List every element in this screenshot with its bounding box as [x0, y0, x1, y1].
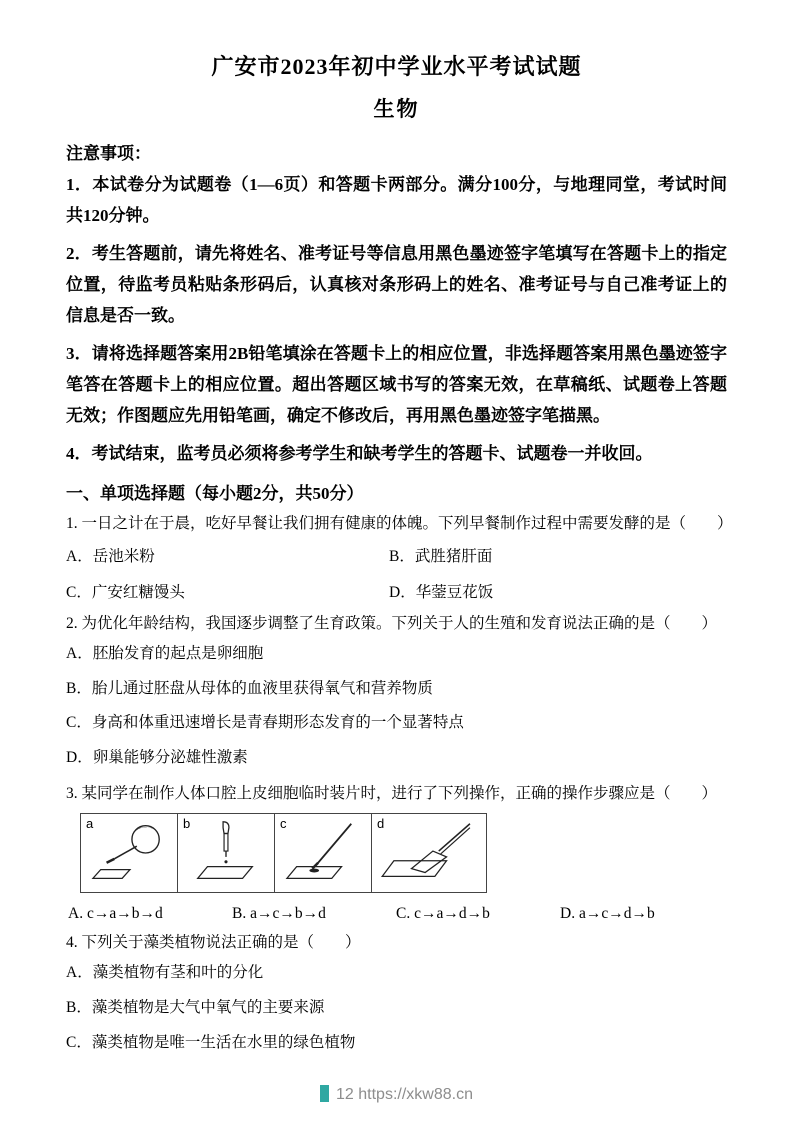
panel-label: d: [377, 815, 385, 831]
question-1: [66, 512, 733, 601]
question-options: [68, 905, 727, 923]
option-c: C．广安红糖馒头: [66, 583, 185, 601]
panel-label: c: [280, 815, 287, 831]
mouth-swab-illustration: [81, 814, 177, 892]
option-c: C．藻类植物是唯一生活在水里的绿色植物: [66, 1033, 356, 1051]
notice-item: 1．本试卷分为试题卷（1—6页）和答题卡两部分。满分100分，与地理同堂，考试时间共120分钟。: [66, 175, 727, 225]
option-a: A．藻类植物有茎和叶的分化: [66, 964, 264, 982]
option-a: A．胚胎发育的起点是卵细胞: [66, 644, 264, 662]
panel-label: a: [86, 815, 94, 831]
option-a: A．岳池米粉: [66, 547, 155, 565]
subject-title: 生物: [373, 97, 420, 121]
question-4: [66, 931, 727, 1053]
panel-label: b: [183, 815, 191, 831]
question-2: [66, 612, 727, 769]
option-d: D. a→c→d→b: [560, 904, 655, 922]
question-figure: [80, 813, 727, 893]
question-options: [66, 544, 727, 602]
option-a: A. c→a→b→d: [68, 904, 163, 922]
question-stem: 1. 一日之计在于晨，吃好早餐让我们拥有健康的体魄。下列早餐制作过程中需要发酵的是（ ）: [66, 515, 733, 533]
question-3: [66, 782, 727, 923]
notice-item: 4．考试结束，监考员必须将参考学生和缺考学生的答题卡、试题卷一并收回。: [66, 443, 653, 463]
page-number: 12: [336, 1086, 354, 1103]
page-title: 广安市2023年初中学业水平考试试题: [211, 54, 582, 79]
option-b: B．武胜猪肝面: [389, 547, 493, 565]
question-stem: 3. 某同学在制作人体口腔上皮细胞临时装片时，进行了下列操作，正确的操作步骤应是（ ）: [66, 784, 718, 802]
option-d: D．华蓥豆花饭: [389, 583, 494, 601]
figure-panel-b: [177, 813, 275, 893]
smear-illustration: [275, 814, 371, 892]
option-d: D．卵巢能够分泌雄性激素: [66, 749, 248, 766]
footer-link: https://xkw88.cn: [358, 1086, 473, 1103]
notice-item: 3．请将选择题答案用2B铅笔填涂在答题卡上的相应位置，非选择题答案用黑色墨迹签字笔答在答题卡上的相应位置。超出答题区域书写的答案无效，在草稿纸、试题卷上答题无效；作图题应先用铅笔画，确定不修改后，再用黑色墨迹签字笔描黑。: [66, 343, 727, 425]
page-footer: [0, 1085, 793, 1104]
figure-panel-a: [80, 813, 178, 893]
option-b: B. a→c→b→d: [232, 904, 326, 922]
coverslip-illustration: [372, 814, 486, 892]
figure-panel-c: [274, 813, 372, 893]
figure-panel-d: [371, 813, 487, 893]
option-c: C. c→a→d→b: [396, 904, 490, 922]
option-b: B．胎儿通过胚盘从母体的血液里获得氧气和营养物质: [66, 679, 433, 697]
watermark-bar-icon: [320, 1085, 329, 1102]
question-stem: 4. 下列关于藻类植物说法正确的是（ ）: [66, 933, 361, 951]
notice-heading: 注意事项：: [66, 144, 151, 163]
option-c: C．身高和体重迅速增长是青春期形态发育的一个显著特点: [66, 714, 464, 732]
notice-item: 2．考生答题前，请先将姓名、准考证号等信息用黑色墨迹签字笔填写在答题卡上的指定位置，待监考员粘贴条形码后，认真核对条形码上的姓名、准考证号与自己准考证上的信息是否一致。: [66, 243, 727, 325]
dropper-illustration: [178, 814, 274, 892]
question-stem: 2. 为优化年龄结构，我国逐步调整了生育政策。下列关于人的生殖和发育说法正确的是（ ）: [66, 614, 718, 632]
section-heading: 一、单项选择题（每小题2分，共50分）: [66, 484, 364, 504]
option-b: B．藻类植物是大气中氧气的主要来源: [66, 998, 325, 1016]
